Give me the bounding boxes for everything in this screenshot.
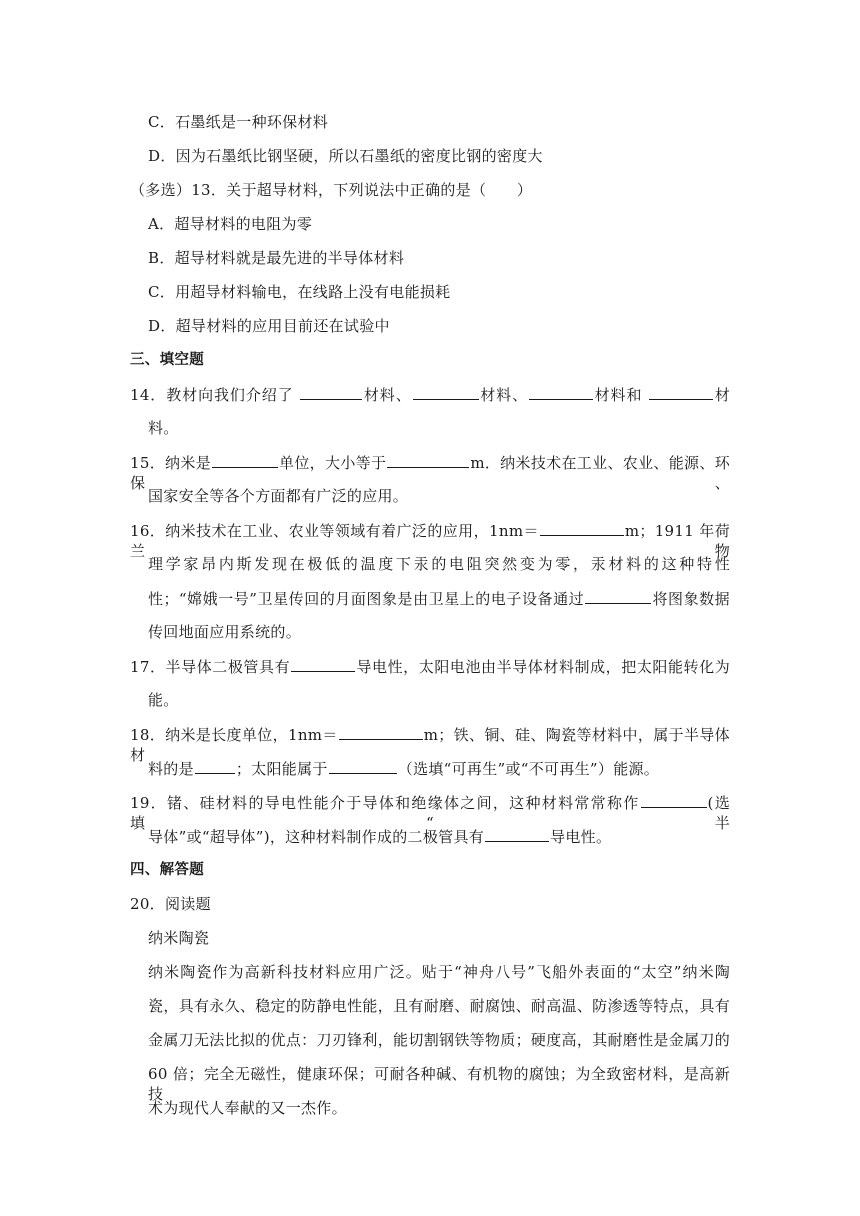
q19-blank-1[interactable] (641, 792, 707, 808)
section-heading-answer: 四、解答题 (130, 862, 204, 878)
q20-paragraph-line: 术为现代人奉献的又一杰作。 (148, 1099, 347, 1117)
q13-option-c: C．用超导材料输电，在线路上没有电能损耗 (148, 283, 451, 301)
q20-paragraph-line: 60 倍；完全无磁性，健康环保；可耐各种碱、有机物的腐蚀；为全致密材料，是高新技 (148, 1065, 730, 1103)
q16-line-1: 16．纳米技术在工业、农业等领域有着广泛的应用，1nm＝ m；1911 年荷兰物 (130, 522, 730, 560)
q16-line-2: 理学家昂内斯发现在极低的温度下汞的电阻突然变为零，汞材料的这种特性 (148, 555, 730, 573)
q14-blank-4[interactable] (649, 384, 713, 400)
q20-number: 20． (130, 895, 165, 913)
q13-option-d: D．超导材料的应用目前还在试验中 (148, 317, 390, 335)
q16-line-3: 性；“嫦娥一号”卫星传回的月面图象是由卫星上的电子设备通过 将图象数据 (148, 590, 730, 608)
q17-line-1: 17．半导体二极管具有 导电性，太阳电池由半导体材料制成，把太阳能转化为 (130, 658, 731, 676)
q20-line-1 (130, 894, 211, 914)
q12-option-c: C．石墨纸是一种环保材料 (148, 113, 329, 131)
q20-paragraph-line: 纳米陶瓷作为高新科技材料应用广泛。贴于“神舟八号”飞船外表面的“太空”纳米陶 (148, 963, 730, 981)
q13-option-b: B．超导材料就是最先进的半导体材料 (148, 249, 405, 267)
q15-blank-2[interactable] (387, 452, 469, 468)
q19-line-1: 19．锗、硅材料的导电性能介于导体和绝缘体之间，这种材料常常称作 (选填“半 (130, 794, 730, 832)
q14-blank-1[interactable] (300, 384, 362, 400)
q12-option-d: D．因为石墨纸比钢坚硬，所以石墨纸的密度比钢的密度大 (148, 147, 543, 165)
q20-paragraph-line: 瓷，具有永久、稳定的防静电性能，且有耐磨、耐腐蚀、耐高温、防渗透等特点，具有 (148, 997, 730, 1015)
q19-line-2: 导体”或“超导体”)，这种材料制作成的二极管具有 导电性。 (148, 828, 612, 846)
q14-line-2: 料。 (148, 419, 179, 437)
q19-blank-2[interactable] (485, 826, 549, 842)
q17-blank-1[interactable] (291, 656, 355, 672)
q18-blank-3[interactable] (329, 758, 397, 774)
q18-number: 18． (130, 726, 166, 744)
section-heading-fill-in: 三、填空题 (130, 352, 204, 368)
q17-line-2: 能。 (148, 691, 179, 709)
q18-line-2: 料的是 ；太阳能属于 （选填“可再生”或“不可再生”）能源。 (148, 760, 660, 778)
q16-line-4: 传回地面应用系统的。 (148, 623, 302, 641)
q13-stem: （多选）13．关于超导材料，下列说法中正确的是（ ） (130, 181, 533, 199)
q16-blank-2[interactable] (585, 588, 651, 604)
q18-blank-2[interactable] (195, 758, 235, 774)
q15-number: 15． (130, 454, 166, 472)
q16-number: 16． (130, 522, 166, 540)
q14-line-1: 14．教材向我们介绍了 材料、 材料、 材料和 材 (130, 386, 730, 404)
q14-number: 14． (130, 386, 167, 404)
q13-option-a: A．超导材料的电阻为零 (148, 215, 313, 233)
q15-blank-1[interactable] (212, 452, 278, 468)
q17-number: 17． (130, 658, 166, 676)
q20-paragraph-line: 金属刀无法比拟的优点：刀刃锋利，能切割钢铁等物质；硬度高，其耐磨性是金属刀的 (148, 1031, 730, 1049)
q19-number: 19． (130, 794, 167, 812)
q16-blank-1[interactable] (540, 520, 624, 536)
q18-blank-1[interactable] (339, 724, 423, 740)
q20-label: 阅读题 (165, 895, 211, 913)
q15-line-2: 国家安全等各个方面都有广泛的应用。 (148, 487, 409, 505)
q14-blank-2[interactable] (413, 384, 479, 400)
q14-blank-3[interactable] (529, 384, 593, 400)
q20-article-title: 纳米陶瓷 (148, 929, 210, 947)
q15-line-1: 15．纳米是 单位，大小等于 m．纳米技术在工业、农业、能源、环保、 (130, 454, 730, 492)
q18-line-1: 18．纳米是长度单位，1nm＝ m；铁、铜、硅、陶瓷等材料中，属于半导体材 (130, 726, 730, 764)
